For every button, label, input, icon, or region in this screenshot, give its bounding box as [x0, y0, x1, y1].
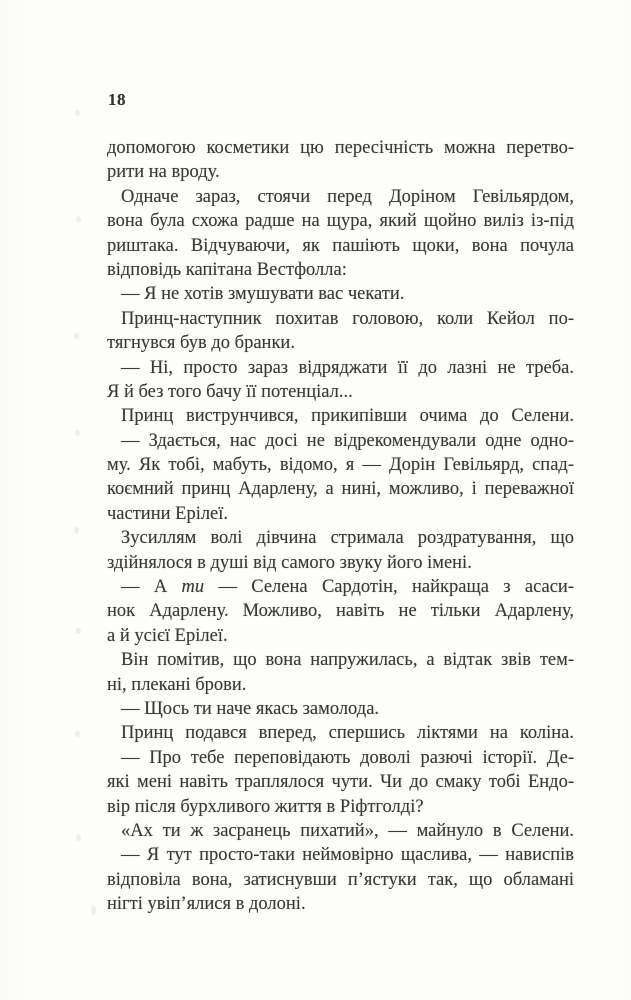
scan-artifact [76, 834, 81, 841]
text-run: Я й без того бачу її потенціал... [107, 381, 353, 402]
text-run: тягнувся був до бранки. [107, 333, 295, 354]
text-line [107, 209, 574, 233]
text-line [107, 160, 574, 184]
text-run: відповідь капітана Вестфолла: [107, 259, 347, 280]
text-run: — Я тут просто-таки неймовірно щаслива, — нависпів [121, 845, 574, 866]
text-line [107, 795, 574, 819]
text-run: Принц-наступник похитав головою, коли Кейол по- [121, 308, 574, 329]
text-line [107, 648, 574, 672]
text-line [107, 380, 574, 404]
text-line [107, 746, 574, 770]
scan-artifact [74, 527, 79, 534]
text-run: — Про тебе переповідають доволі разючі історії. Де- [121, 747, 574, 768]
text-run: — Селена Сардотін, найкраща з асаси- [204, 577, 574, 598]
text-run: — Здається, нас досі не відрекомендували одне одно- [121, 430, 574, 451]
text-line [107, 429, 574, 453]
text-run: вона була схожа радше на щура, який щойно виліз із-під [107, 211, 574, 232]
text-run: Одначе зараз, стоячи перед Доріном Гевільярдом, [121, 186, 574, 207]
text-line [107, 575, 574, 599]
text-run: Принц подався вперед, спершись ліктями на коліна. [121, 723, 574, 744]
text-line [107, 721, 574, 745]
text-line [107, 819, 574, 843]
text-run: Він помітив, що вона напружилась, а відтак звів тем- [121, 650, 574, 671]
text-line [107, 356, 574, 380]
text-line [107, 868, 574, 892]
scan-artifact [74, 333, 79, 339]
text-run: — Щось ти наче якась замолода. [121, 698, 380, 719]
scan-artifact [76, 628, 81, 634]
text-line [107, 185, 574, 209]
text-line [107, 502, 574, 526]
text-line [107, 697, 574, 721]
page-number: 18 [108, 90, 126, 109]
text-line [107, 477, 574, 501]
text-run: — Я не хотів змушувати вас чекати. [121, 284, 405, 305]
text-line [107, 892, 574, 916]
scan-artifact [75, 110, 80, 116]
text-run: вір після бурхливого життя в Ріфтголді? [107, 796, 424, 817]
scan-artifact [75, 731, 80, 737]
text-run: які мені навіть траплялося чути. Чи до смаку тобі Ендо- [107, 772, 574, 793]
text-run: частини Ерілеї. [107, 503, 229, 524]
text-line [107, 136, 574, 160]
text-line [107, 526, 574, 550]
text-line [107, 599, 574, 623]
text-line [107, 770, 574, 794]
text-line [107, 404, 574, 428]
text-run: ні, плекані брови. [107, 674, 247, 695]
text-run: «Ах ти ж засранець пихатий», — майнуло в Селени. [121, 820, 574, 841]
emphasized-word: ти [181, 577, 205, 598]
text-line [107, 624, 574, 648]
text-run: відповіла вона, затиснувши п’ястуки так, що обламані [107, 869, 574, 890]
text-run: Зусиллям волі дівчина стримала роздратування, що [121, 528, 574, 549]
text-run: рити на вроду. [107, 162, 220, 183]
page-text [107, 136, 574, 917]
text-line [107, 673, 574, 697]
text-run: — Ні, просто зараз відряджати її до лазні не треба. [121, 357, 574, 378]
text-run: му. Як тобі, мабуть, відомо, я — Дорін Гевільярд, спад- [107, 455, 574, 476]
scan-artifact [76, 216, 81, 223]
text-run: допомогою косметики цю пересічність можна перетво- [107, 138, 574, 158]
text-line [107, 551, 574, 575]
text-line [107, 258, 574, 282]
text-run: риштака. Відчуваючи, як пашіють щоки, вона почула [107, 235, 574, 256]
text-line [107, 307, 574, 331]
text-run: коємний принц Адарлену, а нині, можливо, і переважної [107, 479, 574, 500]
text-line [107, 234, 574, 258]
text-run: нігті увіп’ялися в долоні. [107, 894, 306, 915]
scan-artifact [91, 905, 96, 915]
text-run: а й усієї Ерілеї. [107, 625, 228, 646]
text-line [107, 331, 574, 355]
text-run: — А [121, 577, 182, 598]
text-line [107, 282, 574, 306]
text-run: здійнялося в душі від самого звуку його імені. [107, 552, 472, 573]
text-line [107, 843, 574, 867]
text-run: нок Адарлену. Можливо, навіть не тільки Адарлену, [107, 601, 574, 622]
text-run: Принц виструнчився, прикипівши очима до Селени. [121, 406, 574, 427]
scan-artifact [75, 430, 80, 436]
text-line [107, 453, 574, 477]
